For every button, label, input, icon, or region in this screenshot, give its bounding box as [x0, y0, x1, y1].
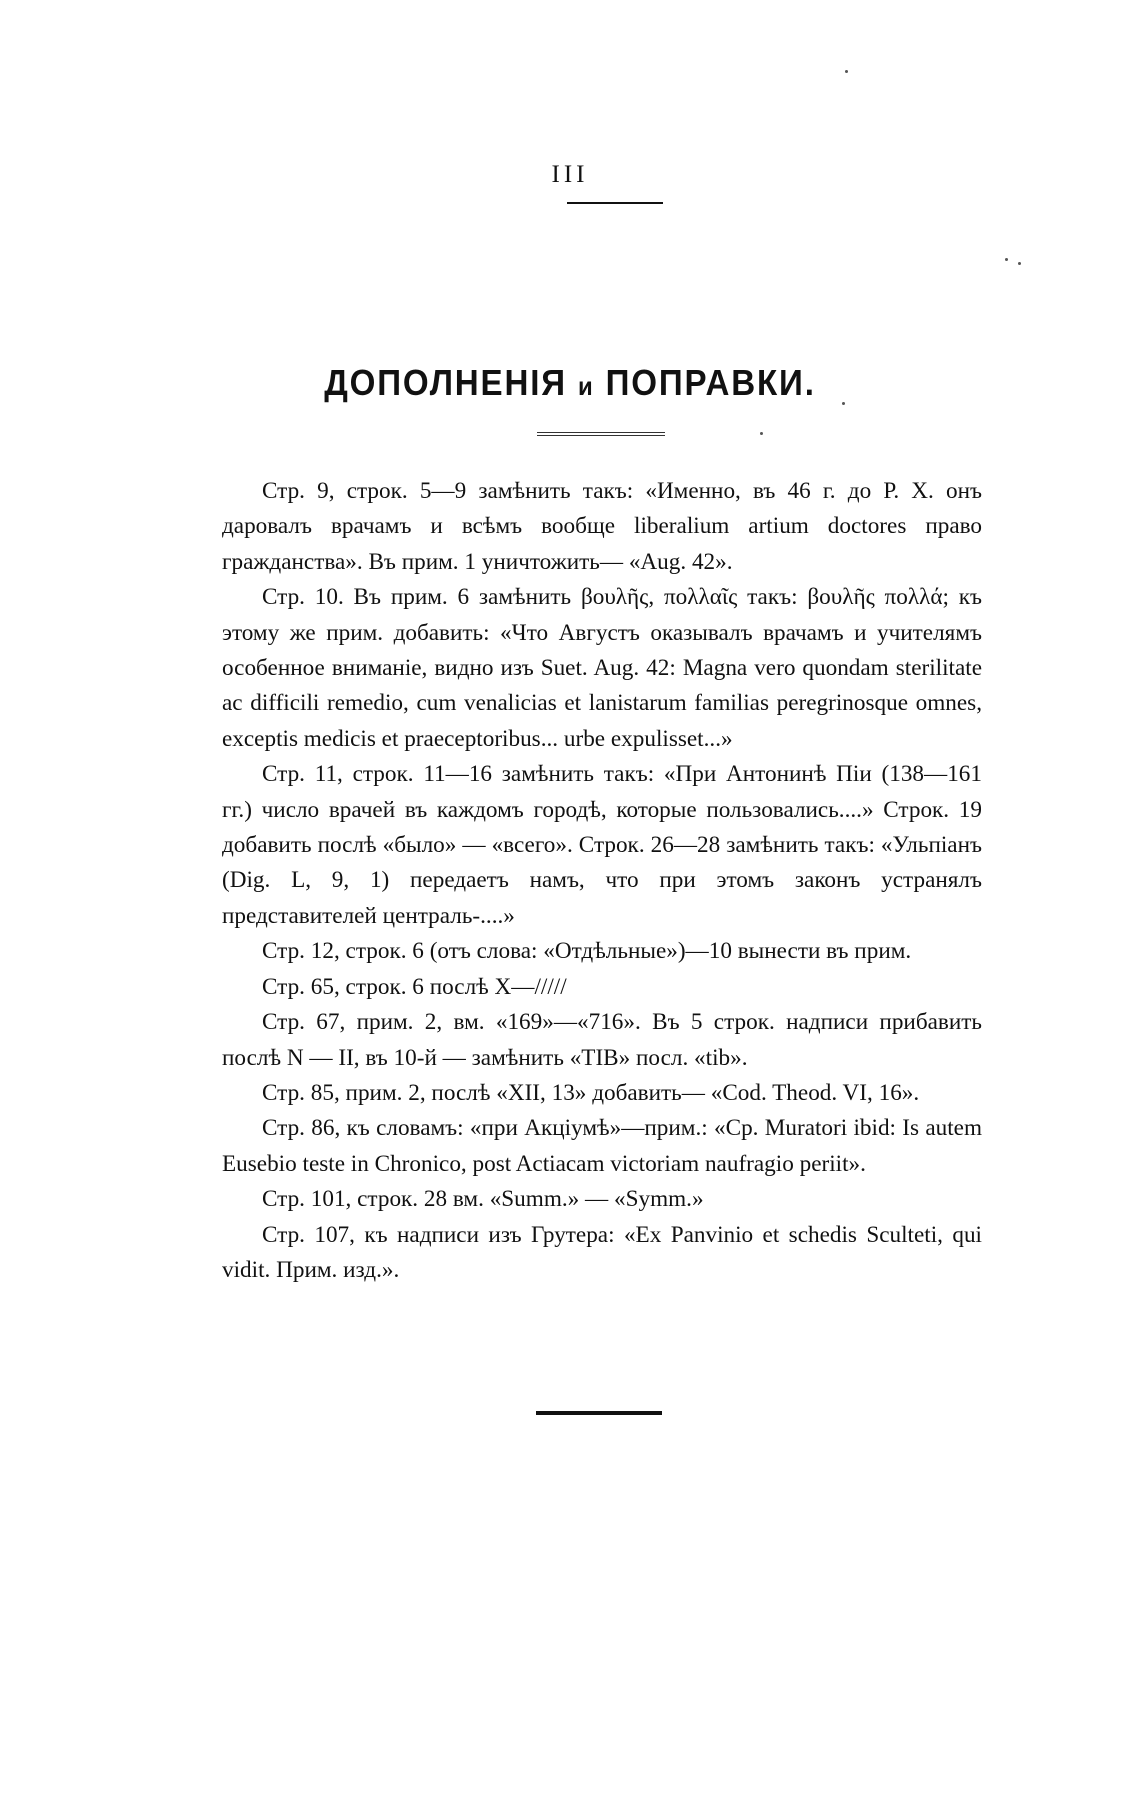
end-rule: [536, 1411, 662, 1415]
correction-entry: Стр. 9, строк. 5—9 замѣнить такъ: «Именно, въ 46 г. до Р. Х. онъ даровалъ врачамъ и всѣмъ вообще liberalium artium doctores право гражданства». Въ прим. 1 уничтожить— «Aug. 42».: [222, 478, 982, 575]
correction-entry: Стр. 67, прим. 2, вм. «169»—«716». Въ 5 строк. надписи прибавить послѣ N — II, въ 10-й — замѣнить «TIB» посл. «tib».: [222, 1009, 982, 1071]
correction-entry: Стр. 65, строк. 6 послѣ X—/////: [262, 973, 567, 1000]
print-speck: [760, 432, 763, 435]
corrections-list: [222, 474, 982, 1288]
title-conjunction: и: [577, 371, 595, 401]
page-title: [46, 360, 1095, 409]
page-number: III: [551, 161, 589, 188]
correction-entry: Стр. 85, прим. 2, послѣ «XII, 13» добавить— «Cod. Theod. VI, 16».: [262, 1079, 920, 1106]
print-speck: [845, 70, 848, 73]
print-speck: [842, 402, 845, 405]
print-speck: [1018, 262, 1021, 265]
correction-entry: Стр. 107, къ надписи изъ Грутера: «Ex Panvinio et schedis Sculteti, qui vidit. Прим. изд.».: [222, 1221, 982, 1283]
correction-entry: Стр. 101, строк. 28 вм. «Summ.» — «Symm.»: [262, 1186, 704, 1213]
correction-entry: Стр. 86, къ словамъ: «при Акціумѣ»—прим.: «Cp. Muratori ibid: Is autem Eusebio teste in Chronico, post Actiacam victoriam naufragio periit».: [222, 1115, 982, 1177]
title-divider: [537, 432, 665, 436]
print-speck: [1005, 258, 1008, 261]
correction-entry: Стр. 12, строк. 6 (отъ слова: «Отдѣльные»)—10 вынести въ прим.: [262, 938, 912, 965]
page-number-underline: [567, 202, 663, 204]
correction-entry: Стр. 11, строк. 11—16 замѣнить такъ: «При Антонинѣ Піи (138—161 гг.) число врачей въ каждомъ городѣ, которые пользовались....» Строк. 19 добавить послѣ «было» — «всего». Строк. 26—28 замѣнить такъ: «Ульпіанъ (Dig. L, 9, 1) передаетъ намъ, что при этомъ законъ устранялъ представителей централь-....»: [222, 761, 982, 929]
title-word-corrections: ПОПРАВКИ.: [605, 362, 816, 403]
title-word-additions: ДОПОЛНЕНІЯ: [324, 362, 567, 403]
correction-entry: Стр. 10. Въ прим. 6 замѣнить βουλῆς, πολλαῖς такъ: βουλῆς πολλά; къ этому же прим. добавить: «Что Августъ оказывалъ врачамъ и учителямъ особенное вниманіе, видно изъ Suet. Aug. 42: Magna vero quondam sterilitate ac difficili remedio, cum venalicias et lanistarum familias peregrinosque omnes, exceptis medicis et praeceptoribus... urbe expulisset...»: [222, 584, 982, 752]
